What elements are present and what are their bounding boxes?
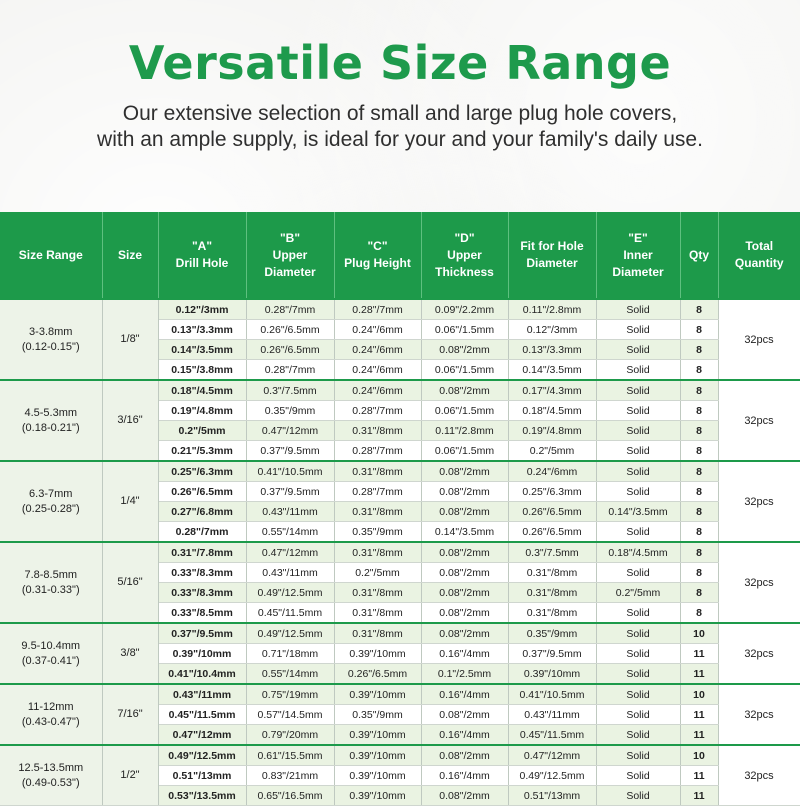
upper-diameter-cell: 0.57"/14.5mm: [246, 705, 334, 725]
upper-thickness-cell: 0.06"/1.5mm: [421, 401, 508, 421]
header-label-line: Diameter: [612, 264, 664, 279]
upper-thickness-cell: 0.16"/4mm: [421, 766, 508, 786]
size-range-inch: (0.49-0.53"): [21, 776, 80, 789]
qty-cell: 8: [680, 542, 718, 563]
header-label-line: "C": [367, 239, 388, 253]
size-range-inch: (0.25-0.28"): [21, 502, 80, 515]
col-upper-thickness-header: [421, 212, 508, 299]
fit-hole-diameter-cell: 0.35"/9mm: [508, 623, 596, 644]
table-header: [0, 212, 800, 299]
upper-diameter-cell: 0.65"/16.5mm: [246, 786, 334, 806]
col-plug-height-header: [334, 212, 421, 299]
inner-diameter-cell: Solid: [596, 299, 680, 320]
drill-hole-cell: 0.31"/7.8mm: [158, 542, 246, 563]
fit-hole-diameter-cell: 0.41"/10.5mm: [508, 684, 596, 705]
upper-thickness-cell: 0.08"/2mm: [421, 623, 508, 644]
total-quantity-cell: 32pcs: [718, 542, 800, 623]
col-qty-header: [680, 212, 718, 299]
drill-hole-cell: 0.51"/13mm: [158, 766, 246, 786]
upper-diameter-cell: 0.28"/7mm: [246, 299, 334, 320]
qty-cell: 8: [680, 441, 718, 462]
upper-diameter-cell: 0.79"/20mm: [246, 725, 334, 746]
plug-height-cell: 0.31"/8mm: [334, 502, 421, 522]
fit-hole-diameter-cell: 0.47"/12mm: [508, 745, 596, 766]
drill-hole-cell: 0.45"/11.5mm: [158, 705, 246, 725]
qty-cell: 8: [680, 380, 718, 401]
upper-diameter-cell: 0.83"/21mm: [246, 766, 334, 786]
plug-height-cell: 0.39"/10mm: [334, 786, 421, 806]
drill-hole-cell: 0.21"/5.3mm: [158, 441, 246, 462]
plug-height-cell: 0.35"/9mm: [334, 705, 421, 725]
plug-height-cell: 0.39"/10mm: [334, 644, 421, 664]
drill-hole-cell: 0.33"/8.5mm: [158, 603, 246, 624]
upper-diameter-cell: 0.47"/12mm: [246, 421, 334, 441]
inner-diameter-cell: Solid: [596, 340, 680, 360]
upper-diameter-cell: 0.28"/7mm: [246, 360, 334, 381]
drill-hole-cell: 0.43"/11mm: [158, 684, 246, 705]
upper-thickness-cell: 0.08"/2mm: [421, 563, 508, 583]
fit-hole-diameter-cell: 0.31"/8mm: [508, 603, 596, 624]
total-quantity-cell: 32pcs: [718, 299, 800, 380]
drill-hole-cell: 0.33"/8.3mm: [158, 583, 246, 603]
inner-diameter-cell: Solid: [596, 441, 680, 462]
total-quantity-cell: 32pcs: [718, 623, 800, 684]
fit-hole-diameter-cell: 0.49"/12.5mm: [508, 766, 596, 786]
drill-hole-cell: 0.18"/4.5mm: [158, 380, 246, 401]
fit-hole-diameter-cell: 0.31"/8mm: [508, 583, 596, 603]
qty-cell: 8: [680, 502, 718, 522]
size-range-mm: 9.5-10.4mm: [21, 639, 81, 652]
upper-diameter-cell: 0.71"/18mm: [246, 644, 334, 664]
upper-diameter-cell: 0.37"/9.5mm: [246, 482, 334, 502]
upper-diameter-cell: 0.45"/11.5mm: [246, 603, 334, 624]
inner-diameter-cell: Solid: [596, 360, 680, 381]
qty-cell: 8: [680, 583, 718, 603]
qty-cell: 8: [680, 603, 718, 624]
fit-hole-diameter-cell: 0.26"/6.5mm: [508, 502, 596, 522]
upper-thickness-cell: 0.06"/1.5mm: [421, 441, 508, 462]
inner-diameter-cell: Solid: [596, 421, 680, 441]
header-label-line: Thickness: [435, 264, 494, 279]
upper-diameter-cell: 0.47"/12mm: [246, 542, 334, 563]
upper-thickness-cell: 0.06"/1.5mm: [421, 320, 508, 340]
total-quantity-cell: 32pcs: [718, 380, 800, 461]
upper-thickness-cell: 0.08"/2mm: [421, 340, 508, 360]
col-size-header: [102, 212, 158, 299]
size-cell: 3/16": [102, 380, 158, 461]
fit-hole-diameter-cell: 0.26"/6.5mm: [508, 522, 596, 543]
drill-hole-cell: 0.12"/3mm: [158, 299, 246, 320]
plug-height-cell: 0.31"/8mm: [334, 421, 421, 441]
header-label-line: Diameter: [526, 256, 578, 270]
upper-diameter-cell: 0.3"/7.5mm: [246, 380, 334, 401]
upper-diameter-cell: 0.55"/14mm: [246, 522, 334, 543]
header-label-line: Qty: [688, 247, 709, 262]
upper-diameter-cell: 0.55"/14mm: [246, 664, 334, 685]
fit-hole-diameter-cell: 0.18"/4.5mm: [508, 401, 596, 421]
size-range-inch: (0.43-0.47"): [21, 715, 80, 728]
size-range-mm: 11-12mm: [27, 700, 74, 713]
plug-height-cell: 0.31"/8mm: [334, 583, 421, 603]
size-range-inch: (0.37-0.41"): [21, 654, 80, 667]
plug-height-cell: 0.26"/6.5mm: [334, 664, 421, 685]
qty-cell: 11: [680, 644, 718, 664]
upper-diameter-cell: 0.26"/6.5mm: [246, 320, 334, 340]
header-label-line: Plug Height: [344, 256, 411, 270]
upper-diameter-cell: 0.43"/11mm: [246, 563, 334, 583]
inner-diameter-cell: Solid: [596, 766, 680, 786]
drill-hole-cell: 0.37"/9.5mm: [158, 623, 246, 644]
qty-cell: 8: [680, 563, 718, 583]
upper-thickness-cell: 0.08"/2mm: [421, 461, 508, 482]
upper-thickness-cell: 0.1"/2.5mm: [421, 664, 508, 685]
size-range-inch: (0.31-0.33"): [21, 583, 80, 596]
upper-thickness-cell: 0.08"/2mm: [421, 583, 508, 603]
qty-cell: 8: [680, 360, 718, 381]
header-label-line: Diameter: [264, 264, 316, 279]
plug-height-cell: 0.39"/10mm: [334, 725, 421, 746]
page-subtitle: [40, 101, 760, 153]
size-cell: 1/4": [102, 461, 158, 542]
qty-cell: 11: [680, 664, 718, 685]
qty-cell: 8: [680, 461, 718, 482]
upper-diameter-cell: 0.41"/10.5mm: [246, 461, 334, 482]
qty-cell: 11: [680, 705, 718, 725]
inner-diameter-cell: Solid: [596, 522, 680, 543]
qty-cell: 8: [680, 421, 718, 441]
size-range-cell: [0, 542, 102, 623]
qty-cell: 8: [680, 320, 718, 340]
inner-diameter-cell: Solid: [596, 461, 680, 482]
fit-hole-diameter-cell: 0.51"/13mm: [508, 786, 596, 806]
size-range-mm: 3-3.8mm: [29, 325, 73, 338]
fit-hole-diameter-cell: 0.17"/4.3mm: [508, 380, 596, 401]
header-label-line: Upper: [447, 247, 482, 262]
qty-cell: 8: [680, 299, 718, 320]
size-range-cell: [0, 299, 102, 380]
size-range-mm: 4.5-5.3mm: [24, 406, 78, 419]
fit-hole-diameter-cell: 0.19"/4.8mm: [508, 421, 596, 441]
total-quantity-cell: 32pcs: [718, 745, 800, 806]
drill-hole-cell: 0.13"/3.3mm: [158, 320, 246, 340]
inner-diameter-cell: Solid: [596, 745, 680, 766]
size-range-cell: [0, 745, 102, 806]
upper-thickness-cell: 0.09"/2.2mm: [421, 299, 508, 320]
drill-hole-cell: 0.41"/10.4mm: [158, 664, 246, 685]
drill-hole-cell: 0.28"/7mm: [158, 522, 246, 543]
drill-hole-cell: 0.25"/6.3mm: [158, 461, 246, 482]
plug-height-cell: 0.2"/5mm: [334, 563, 421, 583]
upper-diameter-cell: 0.43"/11mm: [246, 502, 334, 522]
col-total-quantity-header: [718, 212, 800, 299]
size-range-cell: [0, 461, 102, 542]
header-label-line: Size Range: [18, 247, 83, 262]
fit-hole-diameter-cell: 0.12"/3mm: [508, 320, 596, 340]
fit-hole-diameter-cell: 0.2"/5mm: [508, 441, 596, 462]
drill-hole-cell: 0.39"/10mm: [158, 644, 246, 664]
fit-hole-diameter-cell: 0.24"/6mm: [508, 461, 596, 482]
qty-cell: 10: [680, 623, 718, 644]
drill-hole-cell: 0.15"/3.8mm: [158, 360, 246, 381]
table-row: [0, 745, 800, 766]
header-label-line: "E": [628, 230, 648, 245]
page-title: Versatile Size Range: [128, 36, 672, 90]
size-range-inch: (0.18-0.21"): [21, 421, 80, 434]
upper-thickness-cell: 0.08"/2mm: [421, 603, 508, 624]
drill-hole-cell: 0.19"/4.8mm: [158, 401, 246, 421]
size-range-mm: 12.5-13.5mm: [18, 761, 84, 774]
qty-cell: 8: [680, 482, 718, 502]
plug-height-cell: 0.31"/8mm: [334, 603, 421, 624]
inner-diameter-cell: 0.18"/4.5mm: [596, 542, 680, 563]
plug-height-cell: 0.28"/7mm: [334, 482, 421, 502]
drill-hole-cell: 0.2"/5mm: [158, 421, 246, 441]
size-range-cell: [0, 380, 102, 461]
plug-height-cell: 0.31"/8mm: [334, 461, 421, 482]
inner-diameter-cell: 0.14"/3.5mm: [596, 502, 680, 522]
qty-cell: 8: [680, 522, 718, 543]
plug-height-cell: 0.31"/8mm: [334, 623, 421, 644]
header-label-line: "A": [191, 239, 213, 253]
inner-diameter-cell: Solid: [596, 725, 680, 746]
hero-banner: [0, 0, 800, 212]
inner-diameter-cell: Solid: [596, 684, 680, 705]
header-label-line: "B": [279, 230, 301, 245]
qty-cell: 11: [680, 766, 718, 786]
fit-hole-diameter-cell: 0.31"/8mm: [508, 563, 596, 583]
header-label-line: Size: [117, 247, 142, 262]
size-range-cell: [0, 623, 102, 684]
qty-cell: 10: [680, 745, 718, 766]
drill-hole-cell: 0.14"/3.5mm: [158, 340, 246, 360]
drill-hole-cell: 0.49"/12.5mm: [158, 745, 246, 766]
plug-height-cell: 0.28"/7mm: [334, 299, 421, 320]
col-drill-hole-header: [158, 212, 246, 299]
fit-hole-diameter-cell: 0.3"/7.5mm: [508, 542, 596, 563]
fit-hole-diameter-cell: 0.13"/3.3mm: [508, 340, 596, 360]
upper-thickness-cell: 0.08"/2mm: [421, 380, 508, 401]
table-body: [0, 299, 800, 806]
fit-hole-diameter-cell: 0.11"/2.8mm: [508, 299, 596, 320]
plug-height-cell: 0.39"/10mm: [334, 745, 421, 766]
table-row: [0, 380, 800, 401]
inner-diameter-cell: Solid: [596, 320, 680, 340]
col-inner-diameter-header: [596, 212, 680, 299]
header-label-line: "D": [454, 230, 475, 245]
table-row: [0, 461, 800, 482]
total-quantity-cell: 32pcs: [718, 684, 800, 745]
inner-diameter-cell: Solid: [596, 664, 680, 685]
upper-thickness-cell: 0.08"/2mm: [421, 542, 508, 563]
total-quantity-cell: 32pcs: [718, 461, 800, 542]
qty-cell: 11: [680, 786, 718, 806]
col-size-range-header: [0, 212, 102, 299]
fit-hole-diameter-cell: 0.45"/11.5mm: [508, 725, 596, 746]
table-row: [0, 684, 800, 705]
inner-diameter-cell: Solid: [596, 482, 680, 502]
drill-hole-cell: 0.53"/13.5mm: [158, 786, 246, 806]
qty-cell: 11: [680, 725, 718, 746]
upper-thickness-cell: 0.16"/4mm: [421, 684, 508, 705]
plug-height-cell: 0.35"/9mm: [334, 522, 421, 543]
size-range-inch: (0.12-0.15"): [21, 340, 80, 353]
fit-hole-diameter-cell: 0.14"/3.5mm: [508, 360, 596, 381]
header-label-line: Fit for Hole: [520, 239, 584, 253]
size-cell: 1/8": [102, 299, 158, 380]
table-row: [0, 299, 800, 320]
plug-height-cell: 0.28"/7mm: [334, 401, 421, 421]
plug-height-cell: 0.28"/7mm: [334, 441, 421, 462]
upper-thickness-cell: 0.16"/4mm: [421, 644, 508, 664]
upper-diameter-cell: 0.37"/9.5mm: [246, 441, 334, 462]
subtitle-line-2: with an ample supply, is ideal for your and your family's daily use.: [97, 128, 703, 151]
fit-hole-diameter-cell: 0.43"/11mm: [508, 705, 596, 725]
inner-diameter-cell: Solid: [596, 786, 680, 806]
drill-hole-cell: 0.27"/6.8mm: [158, 502, 246, 522]
upper-thickness-cell: 0.08"/2mm: [421, 745, 508, 766]
size-range-mm: 6.3-7mm: [29, 487, 73, 500]
plug-height-cell: 0.24"/6mm: [334, 380, 421, 401]
upper-diameter-cell: 0.49"/12.5mm: [246, 623, 334, 644]
fit-hole-diameter-cell: 0.39"/10mm: [508, 664, 596, 685]
qty-cell: 10: [680, 684, 718, 705]
subtitle-line-1: Our extensive selection of small and large plug hole covers,: [122, 102, 678, 125]
size-range-cell: [0, 684, 102, 745]
size-cell: 7/16": [102, 684, 158, 745]
inner-diameter-cell: Solid: [596, 563, 680, 583]
inner-diameter-cell: Solid: [596, 401, 680, 421]
header-label-line: Inner: [623, 247, 653, 262]
drill-hole-cell: 0.33"/8.3mm: [158, 563, 246, 583]
size-table: [0, 212, 800, 806]
upper-diameter-cell: 0.49"/12.5mm: [246, 583, 334, 603]
inner-diameter-cell: 0.2"/5mm: [596, 583, 680, 603]
drill-hole-cell: 0.26"/6.5mm: [158, 482, 246, 502]
upper-thickness-cell: 0.08"/2mm: [421, 482, 508, 502]
qty-cell: 8: [680, 340, 718, 360]
table-row: [0, 542, 800, 563]
fit-hole-diameter-cell: 0.25"/6.3mm: [508, 482, 596, 502]
inner-diameter-cell: Solid: [596, 623, 680, 644]
table-row: [0, 623, 800, 644]
qty-cell: 8: [680, 401, 718, 421]
plug-height-cell: 0.24"/6mm: [334, 320, 421, 340]
header-label-line: Upper: [272, 247, 308, 262]
upper-diameter-cell: 0.26"/6.5mm: [246, 340, 334, 360]
inner-diameter-cell: Solid: [596, 380, 680, 401]
drill-hole-cell: 0.47"/12mm: [158, 725, 246, 746]
upper-thickness-cell: 0.14"/3.5mm: [421, 522, 508, 543]
col-upper-diameter-header: [246, 212, 334, 299]
upper-diameter-cell: 0.75"/19mm: [246, 684, 334, 705]
upper-thickness-cell: 0.16"/4mm: [421, 725, 508, 746]
upper-thickness-cell: 0.08"/2mm: [421, 786, 508, 806]
upper-diameter-cell: 0.35"/9mm: [246, 401, 334, 421]
size-cell: 5/16": [102, 542, 158, 623]
plug-height-cell: 0.31"/8mm: [334, 542, 421, 563]
inner-diameter-cell: Solid: [596, 644, 680, 664]
col-fit-hole-diameter-header: [508, 212, 596, 299]
upper-thickness-cell: 0.08"/2mm: [421, 705, 508, 725]
size-cell: 1/2": [102, 745, 158, 806]
plug-height-cell: 0.39"/10mm: [334, 766, 421, 786]
plug-height-cell: 0.39"/10mm: [334, 684, 421, 705]
size-range-mm: 7.8-8.5mm: [24, 568, 78, 581]
fit-hole-diameter-cell: 0.37"/9.5mm: [508, 644, 596, 664]
upper-diameter-cell: 0.61"/15.5mm: [246, 745, 334, 766]
upper-thickness-cell: 0.06"/1.5mm: [421, 360, 508, 381]
inner-diameter-cell: Solid: [596, 603, 680, 624]
header-label-line: Total: [745, 239, 774, 253]
upper-thickness-cell: 0.11"/2.8mm: [421, 421, 508, 441]
plug-height-cell: 0.24"/6mm: [334, 360, 421, 381]
header-row: [0, 212, 800, 299]
header-label-line: Drill Hole: [175, 256, 229, 270]
size-cell: 3/8": [102, 623, 158, 684]
plug-height-cell: 0.24"/6mm: [334, 340, 421, 360]
inner-diameter-cell: Solid: [596, 705, 680, 725]
upper-thickness-cell: 0.08"/2mm: [421, 502, 508, 522]
header-label-line: Quantity: [734, 256, 784, 270]
